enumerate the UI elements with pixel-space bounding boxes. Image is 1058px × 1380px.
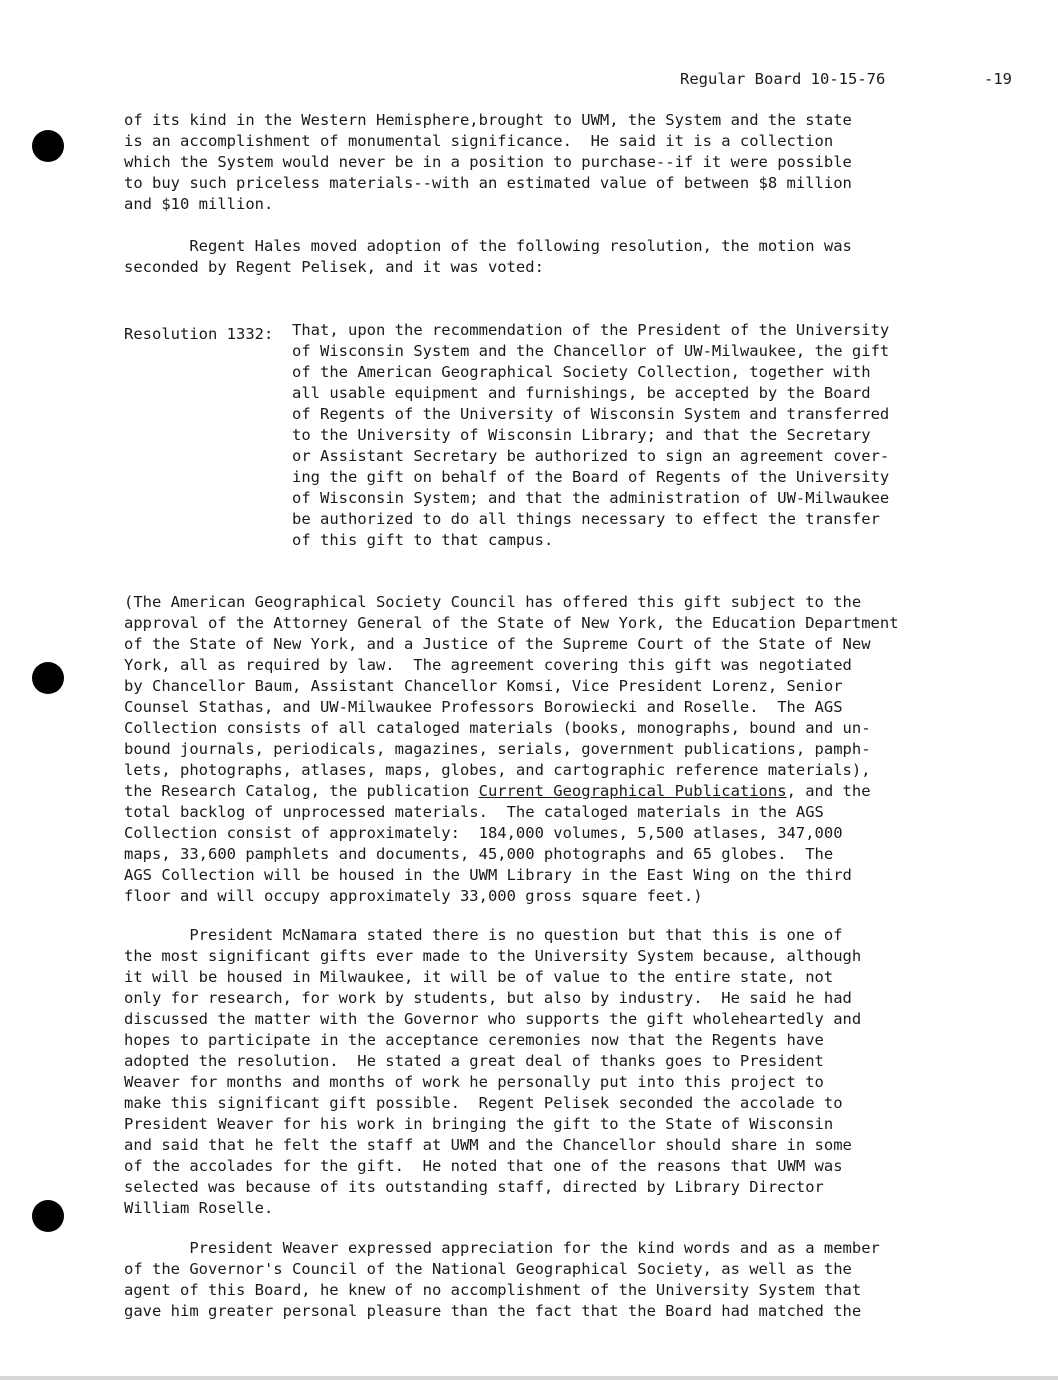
paragraph-2 (124, 236, 994, 278)
text-line: and said that he felt the staff at UWM and the Chancellor should share in some (124, 1136, 852, 1154)
text-line: the most significant gifts ever made to the University System because, although (124, 947, 862, 965)
text-line: ing the gift on behalf of the Board of Regents of the University (292, 468, 890, 486)
text-line: of the Governor's Council of the National Geographical Society, as well as the (124, 1260, 852, 1278)
text-line: York, all as required by law. The agreement covering this gift was negotiated (124, 656, 852, 674)
text-line: floor and will occupy approximately 33,000 gross square feet.) (124, 887, 703, 905)
text-line: President Weaver expressed appreciation for the kind words and as a member (124, 1239, 880, 1257)
text-line: bound journals, periodicals, magazines, serials, government publications, pamph- (124, 740, 871, 758)
text-line: all usable equipment and furnishings, be accepted by the Board (292, 384, 871, 402)
text-line: total backlog of unprocessed materials. The cataloged materials in the AGS (124, 803, 824, 821)
text-line: gave him greater personal pleasure than the fact that the Board had matched the (124, 1302, 862, 1320)
text-line: make this significant gift possible. Regent Pelisek seconded the accolade to (124, 1094, 843, 1112)
text-line: or Assistant Secretary be authorized to sign an agreement cover- (292, 447, 890, 465)
text-line: of the accolades for the gift. He noted that one of the reasons that UWM was (124, 1157, 843, 1175)
text-line: adopted the resolution. He stated a great deal of thanks goes to President (124, 1052, 824, 1070)
text-line: President Weaver for his work in bringing the gift to the State of Wisconsin (124, 1115, 834, 1133)
publication-title: Current Geographical Publications (478, 782, 787, 800)
text-line: lets, photographs, atlases, maps, globes, and cartographic reference materials), (124, 761, 871, 779)
paragraph-4 (124, 925, 994, 1219)
text-line: be authorized to do all things necessary to effect the transfer (292, 510, 880, 528)
text-line: selected was because of its outstanding staff, directed by Library Director (124, 1178, 824, 1196)
text-line: President McNamara stated there is no question but that this is one of (124, 926, 843, 944)
text-line: of Wisconsin System and the Chancellor of UW-Milwaukee, the gift (292, 342, 890, 360)
text-line: Weaver for months and months of work he personally put into this project to (124, 1073, 824, 1091)
page-header-title: Regular Board 10-15-76 (680, 70, 886, 88)
text-line: discussed the matter with the Governor who supports the gift wholeheartedly and (124, 1010, 862, 1028)
text-line: of Wisconsin System; and that the administration of UW-Milwaukee (292, 489, 890, 507)
paragraph-5 (124, 1238, 994, 1322)
text-line: That, upon the recommendation of the President of the University (292, 321, 890, 339)
text-line: and $10 million. (124, 195, 274, 213)
text-line: of the State of New York, and a Justice of the Supreme Court of the State of New (124, 635, 871, 653)
text-line: by Chancellor Baum, Assistant Chancellor Komsi, Vice President Lorenz, Senior (124, 677, 843, 695)
text-line: only for research, for work by students, but also by industry. He said he had (124, 989, 852, 1007)
text-line: Collection consists of all cataloged materials (books, monographs, bound and un- (124, 719, 871, 737)
text-line-publication (124, 781, 994, 802)
text-line: seconded by Regent Pelisek, and it was voted: (124, 258, 544, 276)
text-line: maps, 33,600 pamphlets and documents, 45,000 photographs and 65 globes. The (124, 845, 834, 863)
text-line: Counsel Stathas, and UW-Milwaukee Professors Borowiecki and Roselle. The AGS (124, 698, 843, 716)
text-line: AGS Collection will be housed in the UWM Library in the East Wing on the third (124, 866, 852, 884)
page-number: -19 (984, 70, 1012, 88)
text-line: approval of the Attorney General of the State of New York, the Education Department (124, 614, 899, 632)
text-line: Regent Hales moved adoption of the following resolution, the motion was (124, 237, 852, 255)
text-line: to the University of Wisconsin Library; and that the Secretary (292, 426, 871, 444)
text-line: is an accomplishment of monumental significance. He said it is a collection (124, 132, 834, 150)
punch-hole-bottom (32, 1200, 64, 1232)
text-fragment: , and the (786, 782, 871, 800)
punch-hole-top (32, 130, 64, 162)
text-line: of the American Geographical Society Collection, together with (292, 363, 871, 381)
paragraph-3 (124, 592, 994, 907)
text-fragment: the Research Catalog, the publication (124, 782, 479, 800)
text-line: which the System would never be in a position to purchase--if it were possible (124, 153, 852, 171)
text-line: agent of this Board, he knew of no accomplishment of the University System that (124, 1281, 862, 1299)
text-line: (The American Geographical Society Council has offered this gift subject to the (124, 593, 862, 611)
text-line: it will be housed in Milwaukee, it will be of value to the entire state, not (124, 968, 834, 986)
text-line: William Roselle. (124, 1199, 274, 1217)
punch-hole-middle (32, 662, 64, 694)
text-line: of its kind in the Western Hemisphere,brought to UWM, the System and the state (124, 111, 852, 129)
scan-bottom-edge (0, 1376, 1058, 1380)
text-line: of this gift to that campus. (292, 531, 554, 549)
text-line: Collection consist of approximately: 184,000 volumes, 5,500 atlases, 347,000 (124, 824, 843, 842)
text-line: hopes to participate in the acceptance ceremonies now that the Regents have (124, 1031, 824, 1049)
resolution-body (292, 320, 982, 551)
paragraph-1 (124, 110, 994, 215)
resolution-label: Resolution 1332: (124, 325, 274, 343)
text-line: of Regents of the University of Wisconsin System and transferred (292, 405, 890, 423)
text-line: to buy such priceless materials--with an estimated value of between $8 million (124, 174, 852, 192)
